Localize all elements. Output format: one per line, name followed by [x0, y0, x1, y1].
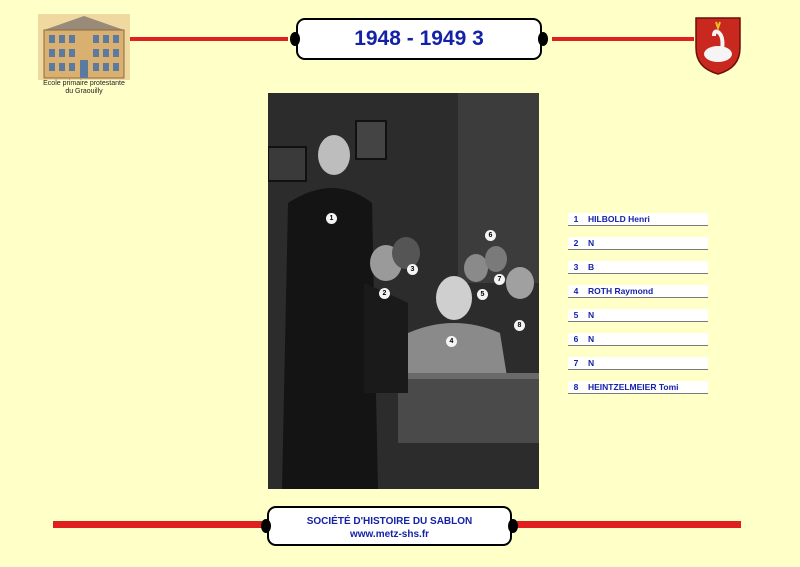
name-row [568, 357, 708, 370]
photo-scene [268, 93, 539, 489]
photo-marker-8: 8 [514, 320, 525, 331]
name-row-number: 8 [573, 382, 579, 392]
photo-marker-2: 2 [379, 288, 390, 299]
name-row-number: 2 [573, 238, 579, 248]
name-row-name: ROTH Raymond [588, 286, 654, 296]
name-row-number: 6 [573, 334, 579, 344]
name-row-number: 1 [573, 214, 579, 224]
photo-marker-6: 6 [485, 230, 496, 241]
photo-marker-3: 3 [407, 264, 418, 275]
class-photograph [268, 93, 539, 489]
photo-marker-5: 5 [477, 289, 488, 300]
name-row-name: N [588, 310, 595, 320]
school-caption-line1: Ecole primaire protestante [43, 80, 125, 87]
name-row-name: N [588, 358, 595, 368]
school-caption-line2: du Graouilly [65, 88, 103, 95]
header-line-left [128, 37, 288, 41]
footer-line-left [53, 521, 275, 528]
name-row-name: N [588, 334, 595, 344]
photo-marker-7: 7 [494, 274, 505, 285]
name-row [568, 285, 708, 298]
school-caption [25, 80, 143, 96]
name-row [568, 237, 708, 250]
name-row [568, 261, 708, 274]
footer-line-right [505, 521, 741, 528]
photo-marker-4: 4 [446, 336, 457, 347]
website-link[interactable]: www.metz-shs.fr [349, 529, 430, 540]
header-line-right [552, 37, 694, 41]
page-title-plaque [296, 18, 542, 60]
name-row-name: N [588, 238, 595, 248]
name-row-name: B [588, 262, 595, 272]
name-row [568, 333, 708, 346]
name-row-name: HEINTZELMEIER Tomi [588, 382, 679, 392]
school-building-logo [38, 14, 130, 80]
name-row [568, 309, 708, 322]
photo-marker-1: 1 [326, 213, 337, 224]
name-row-number: 4 [573, 286, 579, 296]
name-row-name: HILBOLD Henri [588, 214, 650, 224]
page-title: 1948 - 1949 3 [354, 27, 484, 50]
name-row [568, 213, 708, 226]
society-name: SOCIÉTÉ D'HISTOIRE DU SABLON [306, 516, 473, 527]
coat-of-arms-icon [694, 16, 742, 76]
footer-plaque [267, 506, 512, 546]
name-row-number: 7 [573, 358, 579, 368]
name-row [568, 381, 708, 394]
name-row-number: 3 [573, 262, 579, 272]
name-row-number: 5 [573, 310, 579, 320]
